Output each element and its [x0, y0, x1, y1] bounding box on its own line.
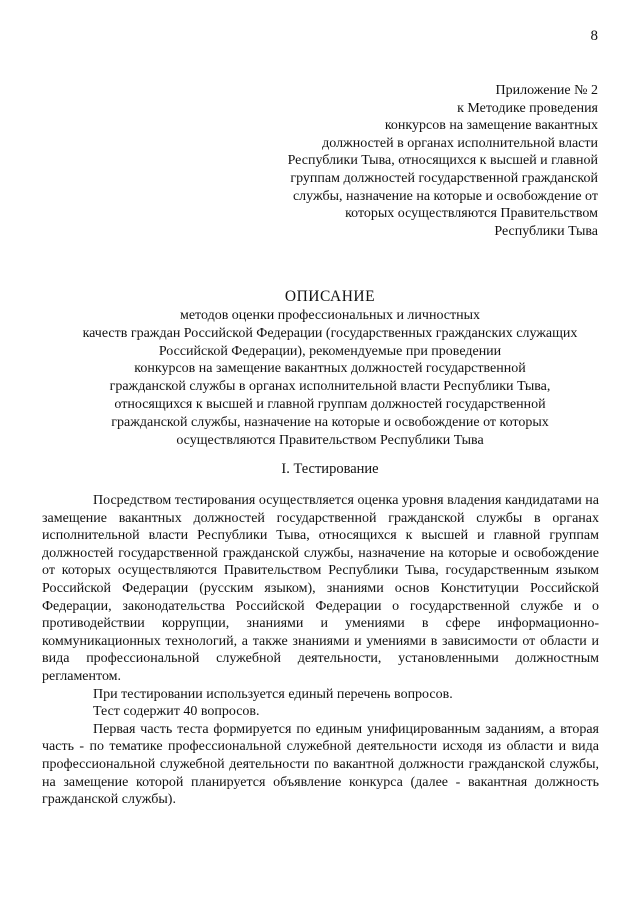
page-number: 8	[590, 28, 598, 44]
paragraph: Посредством тестирования осуществляется оценка уровня владения кандидатами на замещение вакантных должностей государственной гражданской службы в органах исполнительной власти Республики Тыва, относящихся к высшей и главной группам должностей государственной гражданской службы, назначение на которые и освобождение от которых осуществляются Правительством Республики Тыва, государственным языком Российской Федерации (русским языком), знаниями основ Конституции Российской Федерации, законодательства Российской Федерации о государственной службе и о противодействии коррупции, знаниями и умениями в сфере информационно-коммуникационных технологий, а также знаниями и умениями в зависимости от области и вида профессиональной служебной деятельности, установленными должностным регламентом.	[42, 493, 599, 684]
appendix-line: службы, назначение на которые и освобождение от	[292, 188, 598, 204]
subtitle-line: конкурсов на замещение вакантных должностей государственной	[134, 361, 526, 377]
paragraph: Тест содержит 40 вопросов.	[93, 704, 260, 720]
appendix-line: конкурсов на замещение вакантных	[384, 118, 598, 134]
document-subtitle	[60, 307, 600, 449]
appendix-line: Республики Тыва	[494, 223, 598, 239]
subtitle-line: методов оценки профессиональных и личностных	[179, 308, 481, 323]
paragraph: Первая часть теста формируется по единым унифицированным заданиям, а вторая часть - по тематике профессиональной служебной деятельности исходя из области и вида профессиональной служебной деятельности по вакантной должности гражданской службы, на замещение которой планируется объявление конкурса (далее - вакантная должность гражданской службы).	[42, 721, 599, 808]
document-title: ОПИСАНИЕ	[284, 288, 376, 305]
appendix-line: должностей в органах исполнительной власти	[322, 135, 598, 151]
subtitle-line: качеств граждан Российской Федерации (государственных гражданских служащих	[82, 325, 578, 341]
appendix-line: Приложение № 2	[495, 83, 598, 98]
document-heading	[60, 287, 600, 449]
subtitle-line: гражданской службы, назначение на которые и освобождение от которых	[111, 414, 549, 430]
appendix-line: Республики Тыва, относящихся к высшей и главной	[287, 153, 598, 169]
subtitle-line: осуществляются Правительством Республики Тыва	[176, 432, 484, 448]
paragraph: При тестировании используется единый перечень вопросов.	[93, 686, 453, 702]
body-text	[42, 492, 599, 809]
appendix-line: которых осуществляются Правительством	[345, 206, 598, 222]
appendix-line: к Методике проведения	[457, 100, 598, 116]
subtitle-line: гражданской службы в органах исполнительной власти Республики Тыва,	[109, 379, 551, 395]
section-heading: I. Тестирование	[281, 461, 379, 477]
subtitle-line: относящихся к высшей и главной группам должностей государственной	[114, 396, 546, 412]
appendix-line: группам должностей государственной гражданской	[290, 170, 598, 186]
subtitle-line: Российской Федерации), рекомендуемые при проведении	[158, 343, 502, 359]
appendix-reference	[238, 82, 598, 240]
